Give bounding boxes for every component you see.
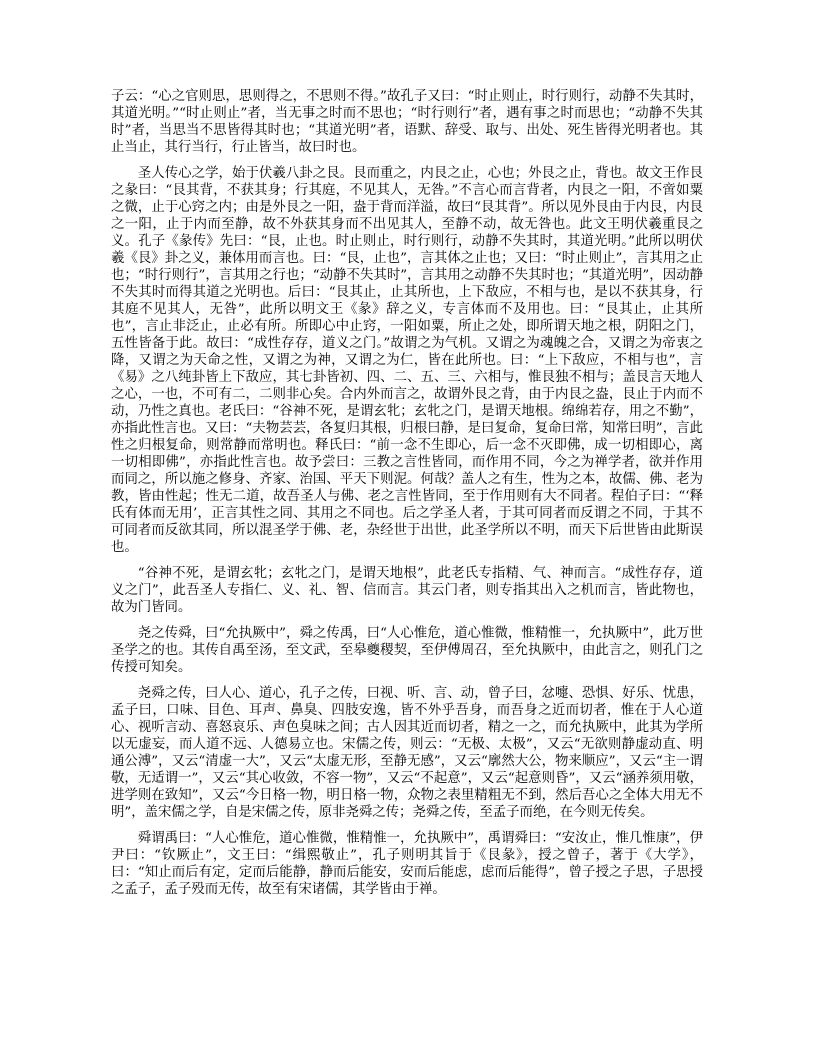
paragraph-sage-mind-transmission: 圣人传心之学，始于伏羲八卦之艮。艮而重之，内艮之止，心也；外艮之止，背也。故文王作艮之彖曰：“艮其背，不获其身；行其庭，不见其人，无咎。”不言心而言背者，内艮之一阳，不啻如粟之微，止于心窍之内；由是外艮之一阳，盎于背而洋溢，故曰“艮其背”。所以见外艮由于内艮，内艮之一阳，止于内而至静，故不外获其身而不出见其人，至静不动，故无咎也。此文王明伏羲重艮之义。孔子《彖传》先曰：“艮，止也。时止则止，时行则行，动静不失其时，其道光明。”此所以明伏羲《艮》卦之义，兼体用而言也。曰：“艮，止也”，言其体之止也；又曰：“时止则止”，言其用之止也；“时行则行”，言其用之行也；“动静不失其时”，言其用之动静不失其时也；“其道光明”，因动静不失其时而得其道之光明也。后曰：“艮其止，止其所也，上下敌应，不相与也，是以不获其身，行其庭不见其人，无咎”，此所以明文王《彖》辞之义，专言体而不及用也。曰：“艮其止，止其所也”，言止非泛止，止必有所。所即心中止窍，一阳如粟，所止之处，即所谓天地之根，阴阳之门，五性皆备于此。故曰：“成性存存，道义之门。”故谓之为气机。又谓之为魂魄之合，又谓之为帝衷之降，又谓之为天命之性，又谓之为神，又谓之为仁，皆在此所也。曰：“上下敌应，不相与也”，言《易》之八纯卦皆上下敌应，其七卦皆初、四、二、五、三、六相与，惟艮独不相与；盖艮言天地人之心，一也，不可有二，二则非心矣。合内外而言之，故谓外艮之背，由于内艮之盎，艮止于内而不动，乃性之真也。老氏曰：“谷神不死，是谓玄牝；玄牝之门，是谓天地根。绵绵若存，用之不勤”，亦指此性言也。又曰：“夫物芸芸，各复归其根，归根曰静，是曰复命，复命曰常，知常曰明”，言此性之归根复命，则常静而常明也。释氏曰：“前一念不生即心，后一念不灭即佛，成一切相即心，离一切相即佛”，亦指此性言也。故予尝曰：三教之言性皆同，而作用不同，今之为禅学者，欲并作用而同之，所以施之修身、齐家、治国、平天下则泥。何哉？盖人之有生，性为之本，故儒、佛、老为教，皆由性起；性无二道，故吾圣人与佛、老之言性皆同，至于作用则有大不同者。程伯子曰：“‘释氏有体而无用’，正言其性之同、其用之不同也。后之学圣人者，于其可同者而反谓之不同，于其不可同者而反欲其同，所以混圣学于佛、老，杂经世于出世，此圣学所以不明，而天下后世皆由此斯误也。 [111, 166, 703, 555]
paragraph-valley-spirit: “谷神不死，是谓玄牝；玄牝之门，是谓天地根”，此老氏专指精、气、神而言。“成性存存，道义之门”，此吾圣人专指仁、义、礼、智、信而言。其云门者，则专指其出入之机而言，皆此物也，故为门皆同。 [111, 566, 703, 615]
paragraph-continuation: 子云：“心之官则思，思则得之，不思则不得。”故孔子又曰：“时止则止，时行则行，动静不失其时，其道光明。”“时止则止”者，当无事之时而不思也；“时行则行”者，遇有事之时而思也；“动静不失其时”者，当思当不思皆得其时也；“其道光明”者，语默、辞受、取与、出处、死生皆得光明者也。其止当止，其行当行，行止皆当，故曰时也。 [111, 89, 703, 155]
text-block [111, 88, 703, 898]
paragraph-shun-yu-dialogue: 舜谓禹曰：“人心惟危，道心惟微，惟精惟一，允执厥中”，禹谓舜曰：“安汝止，惟几惟康”，伊尹曰：“钦厥止”，文王曰：“缉熙敬止”，孔子则明其旨于《艮彖》，授之曾子，著于《大学》，曰：“知止而后有定，定而后能静，静而后能安，安而后能虑，虑而后能得”，曾子授之子思，子思授之孟子，孟子殁而无传，故至有宋诸儒，其学皆由于禅。 [111, 831, 703, 897]
paragraph-yao-shun-transmission: 尧之传舜，曰“允执厥中”，舜之传禹，曰“人心惟危，道心惟微，惟精惟一，允执厥中”，此万世圣学之的也。其传自禹至汤，至文武，至皋夔稷契，至伊傅周召，至允执厥中，由此言之，则孔门之传授可知矣。 [111, 626, 703, 675]
paragraph-confucian-lineage: 尧舜之传，曰人心、道心，孔子之传，曰视、听、言、动，曾子曰，忿嚏、恐惧、好乐、忧患，孟子曰，口味、目色、耳声、鼻臭、四肢安逸，皆不外乎吾身，而吾身之近而切者，惟在于人心道心、视听言动、喜怒哀乐、声色臭味之间；古人因其近而切者，精之一之，而允执厥中，此其为学所以无虚妄，而人道不远、人德易立也。宋儒之传，则云：“无极、太极”，又云“无欲则静虚动直、明通公溥”，又云“清虚一大”，又云“太虚无形，至静无感”，又云“廓然大公，物来顺应”，又云“主一谓敬，无适谓一”，又云“其心收敛，不容一物”，又云“不起意”，又云“起意则昏”，又云“涵养须用敬，进学则在致知”，又云“今日格一物，明日格一物，众物之表里精粗无不到，然后吾心之全体大用无不明”，盖宋儒之学，自是宋儒之传，原非尧舜之传；尧舜之传，至孟子而绝，在今则无传矣。 [111, 686, 703, 820]
